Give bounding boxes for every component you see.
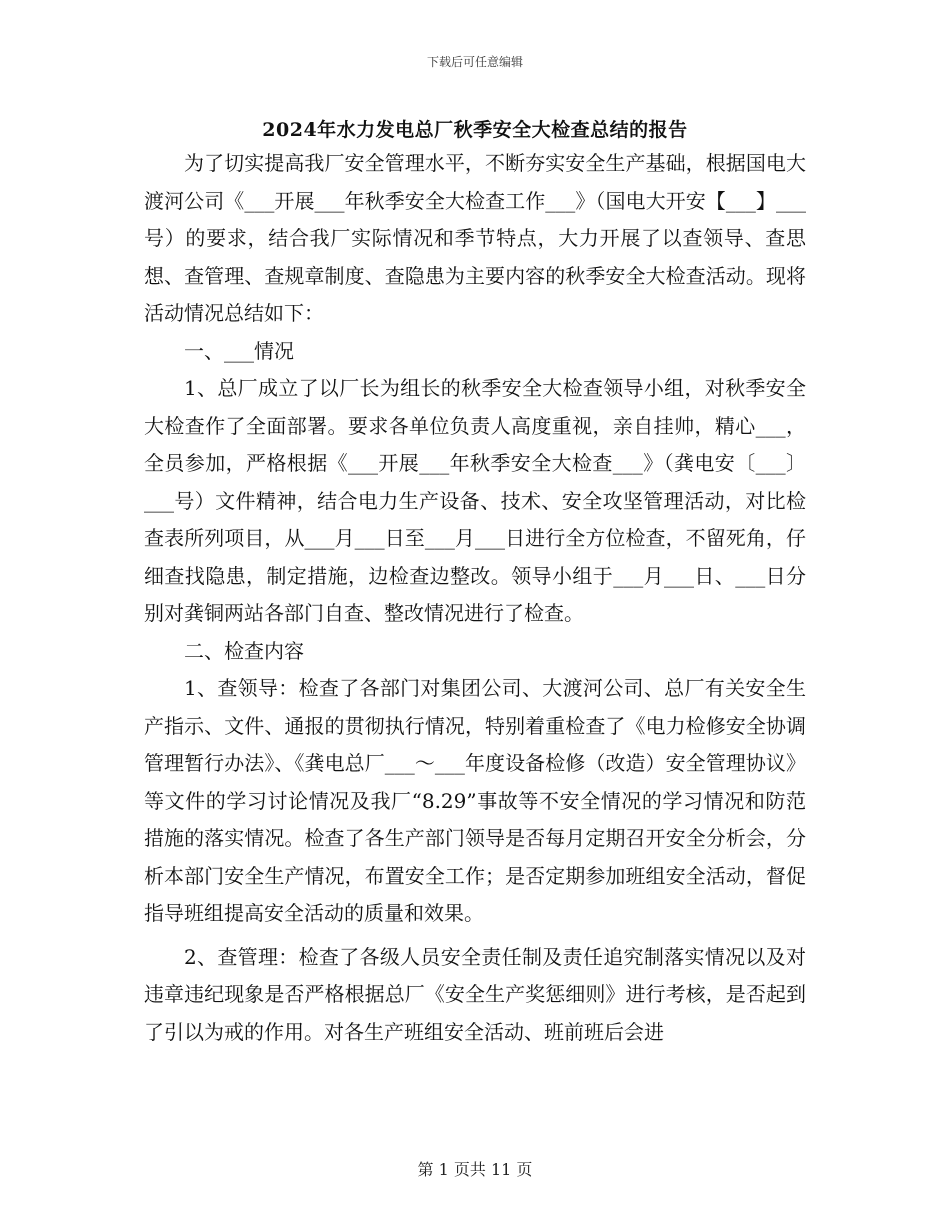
section-heading-situation: 一、___情况	[184, 338, 294, 363]
document-body	[144, 145, 806, 1051]
document-title: 2024年水力发电总厂秋季安全大检查总结的报告	[262, 119, 688, 141]
header-note: 下载后可任意编辑	[426, 55, 523, 69]
page-number-footer: 第 1 页共 11 页	[417, 1160, 533, 1179]
inspection-paragraph-2: 2、查管理：检查了各级人员安全责任制及责任追究制落实情况以及对违章违纪现象是否严格根据总厂《安全生产奖惩细则》进行考核，是否起到了引以为戒的作用。对各生产班组安全活动、班前班后会进	[144, 944, 806, 1044]
situation-paragraph-1: 1、总厂成立了以厂长为组长的秋季安全大检查领导小组，对秋季安全大检查作了全面部署。要求各单位负责人高度重视，亲自挂帅，精心___，全员参加，严格根据《___开展___年秋季安全大检查___》（龚电安〔___〕___号）文件精神，结合电力生产设备、技术、安全攻坚管理活动，对比检查表所列项目，从___月___日至___月___日进行全方位检查，不留死角，仔细查找隐患，制定措施，边检查边整改。领导小组于___月___日、___日分别对龚铜两站各部门自查、整改情况进行了检查。	[144, 376, 806, 625]
intro-paragraph: 为了切实提高我厂安全管理水平，不断夯实安全生产基础，根据国电大渡河公司《___开展___年秋季安全大检查工作___》（国电大开安【___】___号）的要求，结合我厂实际情况和季节特点，大力开展了以查领导、查思想、查管理、查规章制度、查隐患为主要内容的秋季安全大检查活动。现将活动情况总结如下：	[144, 151, 806, 325]
section-heading-inspection-content: 二、检查内容	[184, 638, 304, 663]
inspection-paragraph-1: 1、查领导：检查了各部门对集团公司、大渡河公司、总厂有关安全生产指示、文件、通报的贯彻执行情况，特别着重检查了《电力检修安全协调管理暂行办法》、《龚电总厂___～___年度设备检修（改造）安全管理协议》等文件的学习讨论情况及我厂“8.29”事故等不安全情况的学习情况和防范措施的落实情况。检查了各生产部门领导是否每月定期召开安全分析会，分析本部门安全生产情况，布置安全工作；是否定期参加班组安全活动，督促指导班组提高安全活动的质量和效果。	[144, 676, 806, 925]
